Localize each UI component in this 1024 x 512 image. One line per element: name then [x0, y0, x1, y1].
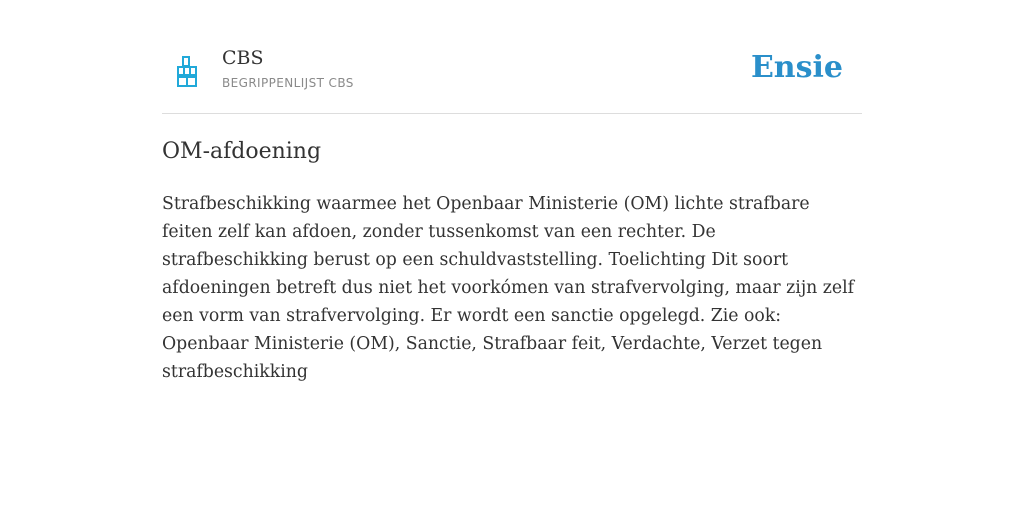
organization-name[interactable]: CBS — [222, 47, 264, 69]
header — [162, 0, 862, 114]
glossary-subtitle: BEGRIPPENLIJST CBS — [222, 76, 354, 90]
ensie-brand-logo[interactable]: Ensie — [750, 50, 843, 85]
term-title: OM-afdoening — [162, 139, 322, 164]
term-definition: Strafbeschikking waarmee het Openbaar Ministerie (OM) lichte strafbare feiten zelf kan afdoen, zonder tussenkomst van een rechter. De strafbeschikking berust op een schuldvaststelling. Toelichting Dit soort afdoeningen betreft dus niet het voorkómen van strafvervolging, maar zijn zelf een vorm van strafvervolging. Er wordt een sanctie opgelegd. Zie ook: Openbaar Ministerie (OM), Sanctie, Strafbaar feit, Verdachte, Verzet tegen strafbeschikking — [162, 194, 855, 382]
cbs-logo-icon[interactable] — [176, 56, 198, 88]
